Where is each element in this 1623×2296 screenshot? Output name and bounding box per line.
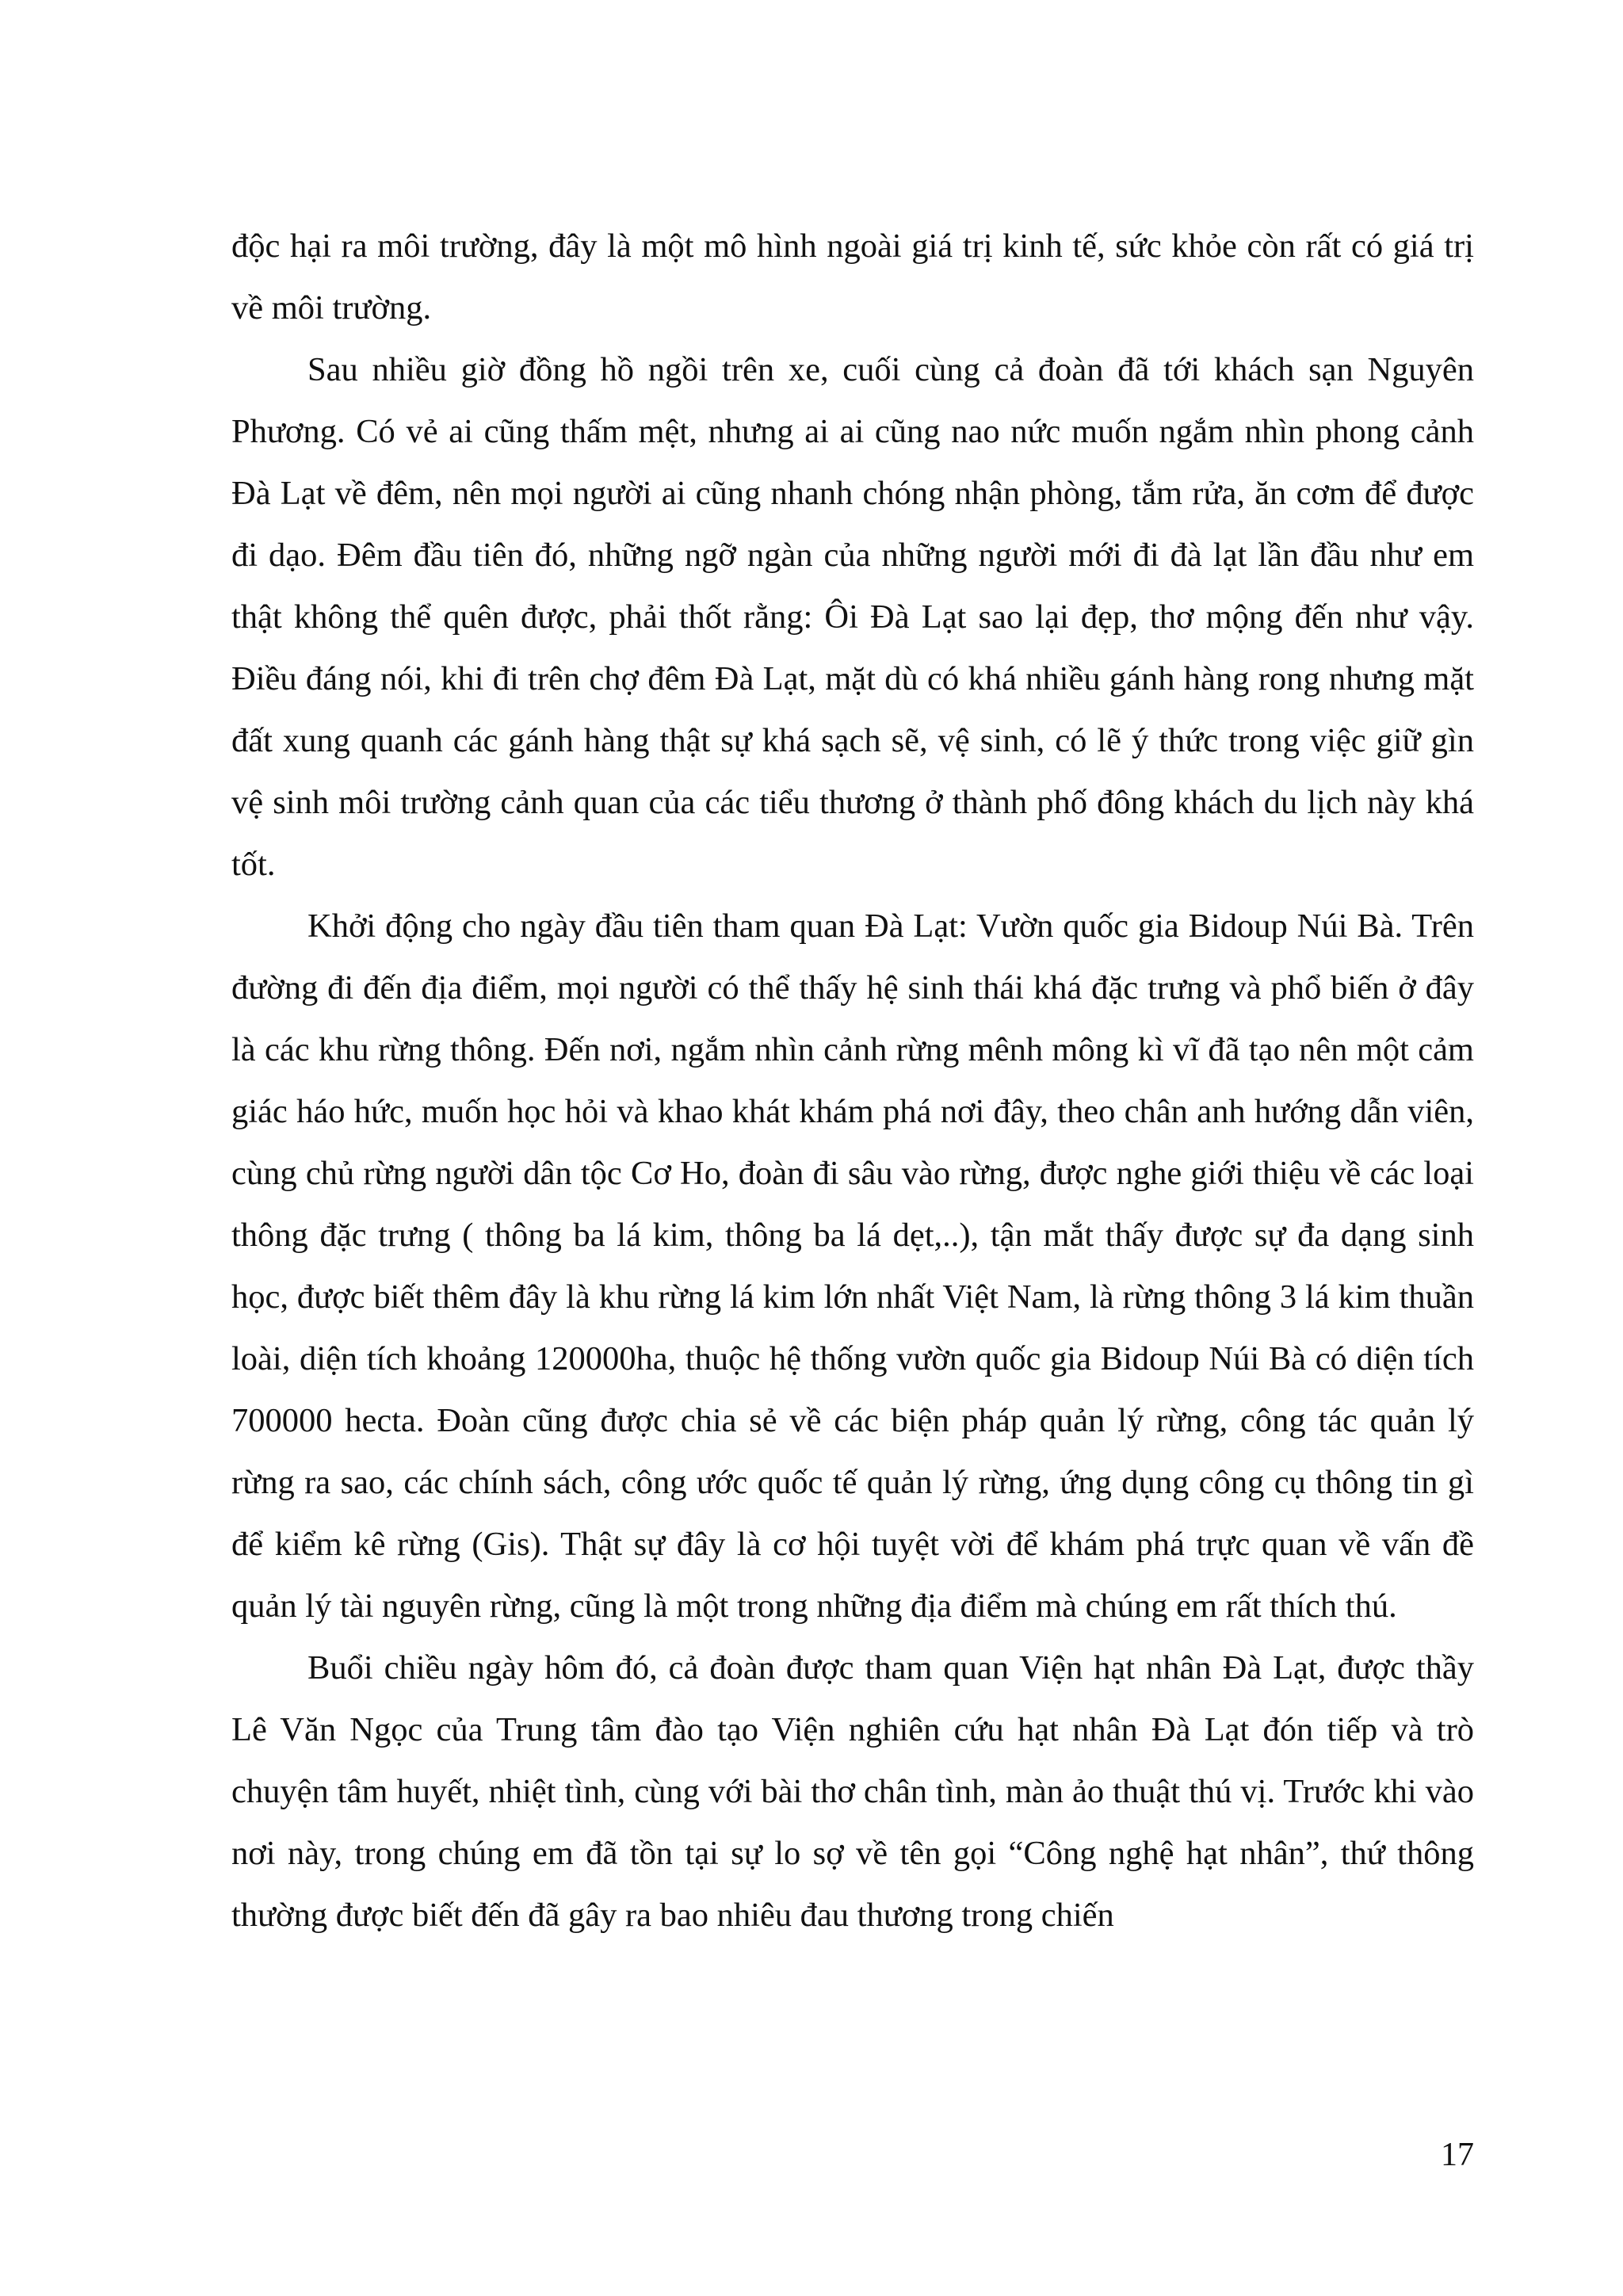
paragraph-hotel-arrival: Sau nhiều giờ đồng hồ ngồi trên xe, cuối cùng cả đoàn đã tới khách sạn Nguyên Phương. Có vẻ ai cũng thấm mệt, nhưng ai ai cũng nao nức muốn ngắm nhìn phong cảnh Đà Lạt về đêm, nên mọi người ai cũng nhanh chóng nhận phòng, tắm rửa, ăn cơm để được đi dạo. Đêm đầu tiên đó, những ngỡ ngàn của những người mới đi đà lạt lần đầu như em thật không thể quên được, phải thốt rằng: Ôi Đà Lạt sao lại đẹp, thơ mộng đến như vậy. Điều đáng nói, khi đi trên chợ đêm Đà Lạt, mặt dù có khá nhiều gánh hàng rong nhưng mặt đất xung quanh các gánh hàng thật sự khá sạch sẽ, vệ sinh, có lẽ ý thức trong việc giữ gìn vệ sinh môi trường cảnh quan của các tiểu thương ở thành phố đông khách du lịch này khá tốt.: [231, 351, 1474, 883]
body-text: [231, 216, 1474, 1946]
paragraph-bidoup-park: Khởi động cho ngày đầu tiên tham quan Đà Lạt: Vườn quốc gia Bidoup Núi Bà. Trên đường đi đến địa điểm, mọi người có thể thấy hệ sinh thái khá đặc trưng và phổ biến ở đây là các khu rừng thông. Đến nơi, ngắm nhìn cảnh rừng mênh mông kì vĩ đã tạo nên một cảm giác háo hức, muốn học hỏi và khao khát khám phá nơi đây, theo chân anh hướng dẫn viên, cùng chủ rừng người dân tộc Cơ Ho, đoàn đi sâu vào rừng, được nghe giới thiệu về các loại thông đặc trưng ( thông ba lá kim, thông ba lá dẹt,..), tận mắt thấy được sự đa dạng sinh học, được biết thêm đây là khu rừng lá kim lớn nhất Việt Nam, là rừng thông 3 lá kim thuần loài, diện tích khoảng 120000ha, thuộc hệ thống vườn quốc gia Bidoup Núi Bà có diện tích 700000 hecta. Đoàn cũng được chia sẻ về các biện pháp quản lý rừng, công tác quản lý rừng ra sao, các chính sách, công ước quốc tế quản lý rừng, ứng dụng công cụ thông tin gì để kiểm kê rừng (Gis). Thật sự đây là cơ hội tuyệt vời để khám phá trực quan về vấn đề quản lý tài nguyên rừng, cũng là một trong những địa điểm mà chúng em rất thích thú.: [231, 907, 1474, 1625]
paragraph-nuclear-institute: Buổi chiều ngày hôm đó, cả đoàn được tham quan Viện hạt nhân Đà Lạt, được thầy Lê Văn Ngọc của Trung tâm đào tạo Viện nghiên cứu hạt nhân Đà Lạt đón tiếp và trò chuyện tâm huyết, nhiệt tình, cùng với bài thơ chân tình, màn ảo thuật thú vị. Trước khi vào nơi này, trong chúng em đã tồn tại sự lo sợ về tên gọi “Công nghệ hạt nhân”, thứ thông thường được biết đến đã gây ra bao nhiêu đau thương trong chiến: [231, 1649, 1474, 1934]
paragraph-continuation: độc hại ra môi trường, đây là một mô hình ngoài giá trị kinh tế, sức khỏe còn rất có giá trị về môi trường.: [231, 227, 1474, 327]
page-number: 17: [1441, 2137, 1474, 2173]
